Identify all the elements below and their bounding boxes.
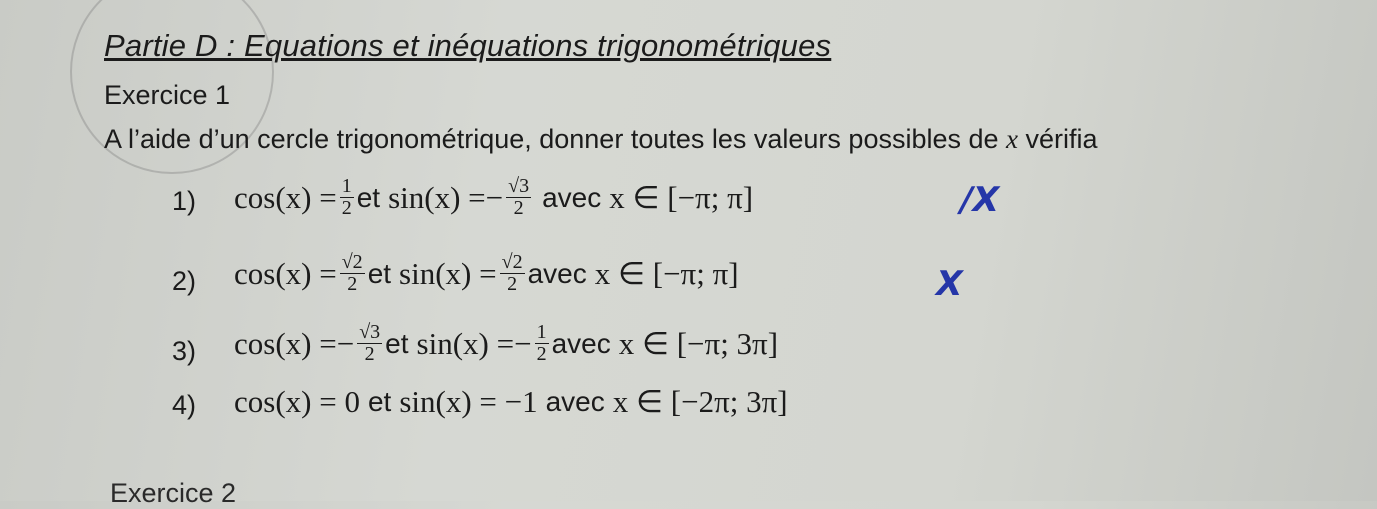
fraction-numerator: √3 (359, 321, 381, 343)
handwritten-mark: X (931, 264, 967, 304)
domain-interval: x ∈ [−π; 3π] (618, 325, 779, 361)
exercise-instruction (104, 124, 1098, 155)
cos-sign: − (336, 325, 355, 361)
fraction-numerator: √2 (501, 251, 523, 273)
section-title: Partie D : Equations et inéquations trigonométriques (104, 28, 832, 63)
exercise-heading: Exercice 1 (104, 80, 231, 110)
equation (234, 384, 788, 420)
fraction-denominator: 2 (364, 343, 375, 365)
equation (234, 322, 778, 365)
cos-fraction (357, 322, 382, 365)
instruction-text: A l’aide d’un cercle trigonométrique, donner toutes les valeurs possibles de (104, 124, 1007, 154)
cos-fraction (340, 176, 354, 219)
fraction-denominator: 2 (347, 273, 358, 295)
item-number: 1) (172, 186, 197, 216)
sin-fraction (500, 252, 525, 295)
domain-interval: x ∈ [−2π; 3π] (612, 384, 788, 419)
fraction-numerator: √3 (508, 175, 530, 197)
sin-equation: sin(x) = −1 (399, 384, 538, 419)
conjunction-et: et (367, 386, 392, 417)
conjunction-et: et (356, 181, 381, 213)
fraction-numerator: 1 (536, 321, 547, 343)
sin-fraction (535, 322, 549, 365)
fraction-denominator: 2 (507, 273, 518, 295)
cos-fraction (340, 252, 365, 295)
fraction-numerator: √2 (341, 251, 363, 273)
equation (234, 252, 739, 295)
cos-lhs: cos(x) = (234, 255, 337, 291)
fraction-denominator: 2 (341, 197, 352, 219)
fraction-denominator: 2 (536, 343, 547, 365)
equation (234, 176, 753, 219)
item-number: 4) (172, 390, 197, 420)
next-exercise-heading: Exercice 2 (110, 478, 237, 508)
sin-sign: − (514, 325, 532, 361)
avec-label: avec (542, 181, 602, 213)
sin-lhs: sin(x) = (416, 325, 515, 361)
conjunction-et: et (367, 257, 392, 289)
domain-interval: x ∈ [−π; π] (609, 179, 754, 215)
avec-label: avec (527, 257, 587, 289)
avec-label: avec (545, 386, 605, 417)
sin-fraction (506, 176, 531, 219)
fraction-denominator: 2 (513, 197, 524, 219)
sin-lhs: sin(x) = (388, 179, 486, 215)
instruction-variable: x (1006, 124, 1019, 154)
avec-label: avec (551, 327, 611, 359)
cos-equation: cos(x) = 0 (234, 384, 360, 419)
fraction-numerator: 1 (341, 175, 352, 197)
conjunction-et: et (385, 327, 409, 359)
item-number: 2) (172, 266, 197, 296)
sin-sign: − (485, 179, 504, 215)
handwritten-mark: /X (955, 180, 1003, 220)
domain-interval: x ∈ [−π; π] (594, 255, 739, 291)
cos-lhs: cos(x) = (234, 325, 337, 361)
sin-lhs: sin(x) = (399, 255, 497, 291)
cos-lhs: cos(x) = (234, 179, 337, 215)
instruction-text-end: vérifia (1018, 124, 1098, 154)
item-number: 3) (172, 336, 197, 366)
